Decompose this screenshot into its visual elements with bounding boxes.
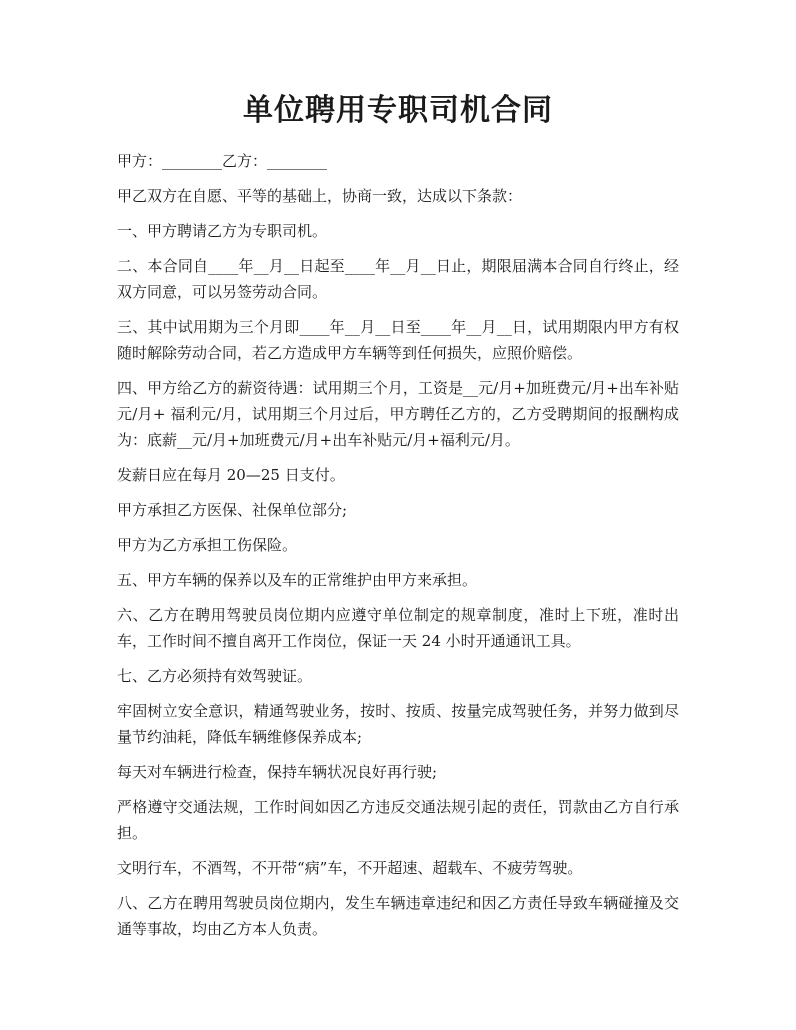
clause-4: 四、甲方给乙方的薪资待遇：试用期三个月，工资是__元/月+加班费元/月+出车补贴元/月+ 福利元/月，试用期三个月过后，甲方聘任乙方的，乙方受聘期间的报酬构成为：底薪__元/月+加班费元/月+出车补贴元/月+福利元/月。 (117, 379, 679, 449)
preamble-paragraph: 甲乙双方在自愿、平等的基础上，协商一致，达成以下条款： (117, 187, 523, 205)
clause-1: 一、甲方聘请乙方为专职司机。 (117, 222, 328, 240)
clause-8: 八、乙方在聘用驾驶员岗位期内，发生车辆违章违纪和因乙方责任导致车辆碰撞及交通等事故，均由乙方本人负责。 (117, 894, 679, 938)
insurance-paragraph: 甲方承担乙方医保、社保单位部分; (117, 501, 348, 519)
injury-insurance-paragraph: 甲方为乙方承担工伤保险。 (117, 536, 298, 554)
clause-2: 二、本合同自____年__月__日起至____年__月__日止，期限届满本合同自行终止，经双方同意，可以另签劳动合同。 (117, 257, 679, 301)
clause-6: 六、乙方在聘用驾驶员岗位期内应遵守单位制定的规章制度，准时上下班，准时出车，工作时间不擅自离开工作岗位，保证一天 24 小时开通通讯工具。 (117, 606, 679, 650)
document-body (117, 148, 679, 951)
clause-3: 三、其中试用期为三个月即____年__月__日至____年__月__日，试用期限内甲方有权随时解除劳动合同，若乙方造成甲方车辆等到任何损失，应照价赔偿。 (117, 318, 679, 362)
safety-paragraph: 牢固树立安全意识，精通驾驶业务，按时、按质、按量完成驾驶任务，并努力做到尽量节约油耗，降低车辆维修保养成本; (117, 702, 679, 746)
parties-line: 甲方：________乙方：________ (117, 152, 328, 170)
clause-7: 七、乙方必须持有效驾驶证。 (117, 667, 313, 685)
civil-driving-paragraph: 文明行车，不酒驾，不开带“病”车，不开超速、超载车、不疲劳驾驶。 (117, 859, 583, 877)
clause-5: 五、甲方车辆的保养以及车的正常维护由甲方来承担。 (117, 571, 478, 589)
traffic-law-paragraph: 严格遵守交通法规，工作时间如因乙方违反交通法规引起的责任，罚款由乙方自行承担。 (117, 798, 679, 842)
payday-paragraph: 发薪日应在每月 20—25 日支付。 (117, 466, 345, 484)
inspection-paragraph: 每天对车辆进行检查，保持车辆状况良好再行驶; (117, 763, 438, 781)
document-title: 单位聘用专职司机合同 (243, 93, 553, 128)
